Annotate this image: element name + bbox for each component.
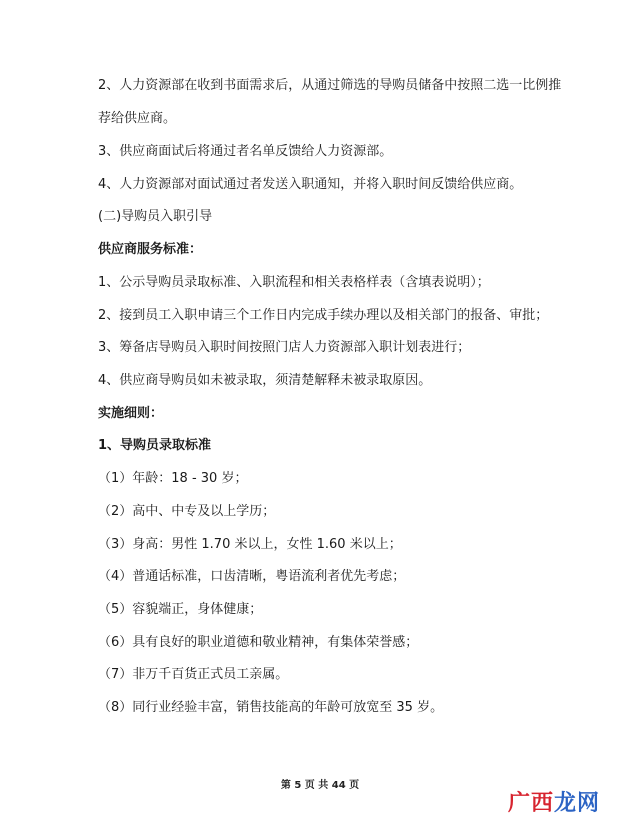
list-item: （5）容貌端正，身体健康； — [98, 602, 263, 617]
bold-heading: 实施细则： — [98, 406, 164, 421]
list-item: （1）年龄：18 - 30 岁； — [98, 471, 248, 486]
paragraph-line: 4、供应商导购员如未被录取，须清楚解释未被录取原因。 — [98, 373, 432, 388]
paragraph-line: 1、公示导购员录取标准、入职流程和相关表格样表（含填表说明）； — [98, 275, 490, 290]
watermark-logo — [508, 786, 600, 817]
list-item: （4）普通话标准，口齿清晰，粤语流利者优先考虑； — [98, 569, 406, 584]
watermark-part-2: 龙网 — [554, 791, 601, 816]
paragraph-line: 2、接到员工入职申请三个工作日内完成手续办理以及相关部门的报备、审批； — [98, 308, 549, 323]
list-item: （6）具有良好的职业道德和敬业精神，有集体荣誉感； — [98, 635, 419, 650]
list-item: （3）身高：男性 1.70 米以上，女性 1.60 米以上； — [98, 537, 402, 552]
list-item: （2）高中、中专及以上学历； — [98, 504, 276, 519]
bold-heading: 供应商服务标准： — [98, 242, 203, 257]
page-number: 第 5 页 共 44 页 — [280, 780, 360, 791]
paragraph-line: 4、人力资源部对面试通过者发送入职通知，并将入职时间反馈给供应商。 — [98, 177, 523, 192]
paragraph-line: 荐给供应商。 — [98, 111, 177, 126]
paragraph-line: 2、人力资源部在收到书面需求后，从通过筛选的导购员储备中按照二选一比例推 — [98, 78, 562, 93]
list-item: （7）非万千百货正式员工亲属。 — [98, 667, 289, 682]
watermark-part-1: 广西 — [508, 791, 555, 816]
bold-heading: 1、导购员录取标准 — [98, 438, 212, 453]
section-heading: (二)导购员入职引导 — [98, 209, 213, 224]
list-item: （8）同行业经验丰富，销售技能高的年龄可放宽至 35 岁。 — [98, 700, 444, 715]
paragraph-line: 3、筹备店导购员入职时间按照门店人力资源部入职计划表进行； — [98, 340, 471, 355]
paragraph-line: 3、供应商面试后将通过者名单反馈给人力资源部。 — [98, 144, 393, 159]
